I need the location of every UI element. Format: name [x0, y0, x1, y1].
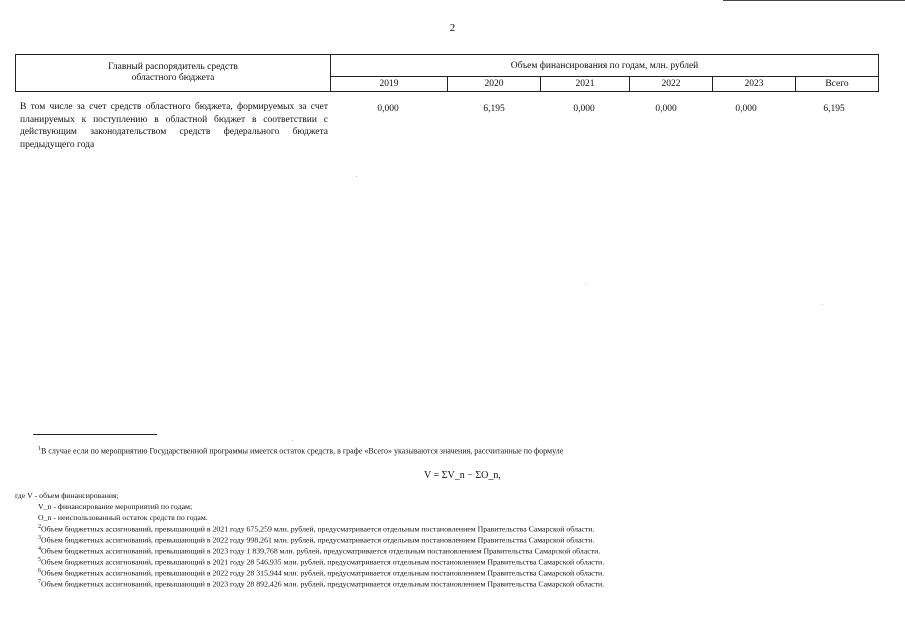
year-header: 2020 — [448, 77, 541, 92]
footnote-number: 7 — [38, 579, 41, 585]
vn-line: V_n - финансирование мероприятий по годам; — [38, 502, 193, 511]
year-header: 2019 — [331, 77, 448, 92]
scan-speck — [585, 284, 586, 285]
footnote-1 — [38, 446, 563, 456]
header-distributor-line1: Главный распорядитель средств — [108, 62, 238, 72]
cell-2020: 6,195 — [483, 104, 505, 114]
footnote-item — [38, 579, 604, 589]
page-number: 2 — [449, 22, 456, 34]
footnote-text: Объем бюджетных ассигнований, превышающий в 2023 году 1 839,768 млн. рублей, предусматривается отдельным постановлением Правительства Самарской области. — [41, 546, 601, 556]
footnote-item — [38, 535, 594, 545]
footnote-text: Объем бюджетных ассигнований, превышающий в 2021 году 28 546,935 млн. рублей, предусматривается отдельным постановлением Правительства Самарской области. — [41, 557, 605, 567]
scan-speck — [822, 304, 823, 305]
cell-2019: 0,000 — [377, 104, 399, 114]
footnote-text: Объем бюджетных ассигнований, превышающий в 2022 году 28 315,944 млн. рублей, предусматривается отдельным постановлением Правительства Самарской области. — [41, 568, 605, 578]
year-header: 2023 — [713, 77, 796, 92]
cell-2022: 0,000 — [655, 104, 677, 114]
footnote-item — [38, 568, 604, 578]
cell-2021: 0,000 — [573, 104, 595, 114]
footnote-text: В случае если по мероприятию Государственной программы имеется остаток средств, в графе «Всего» указываются значения, рассчитанные по формуле — [41, 446, 564, 456]
on-line: O_n - неиспользованный остаток средств по годам. — [38, 513, 208, 522]
footnote-number: 2 — [38, 524, 41, 530]
footnote-item — [38, 557, 604, 567]
year-header: 2021 — [541, 77, 630, 92]
row-description: В том числе за счет средств областного бюджета, формируемых за счет планируемых к поступлению в областной бюджет в соответствии с действующим законодательством средств федерального бюджета предыдущего года — [20, 102, 328, 150]
footnote-text: Объем бюджетных ассигнований, превышающий в 2023 году 28 892,426 млн. рублей, предусматривается отдельным постановлением Правительства Самарской области. — [41, 579, 605, 589]
footnote-text: Объем бюджетных ассигнований, превышающий в 2022 году 998,261 млн. рублей, предусматривается отдельным постановлением Правительства Самарской области. — [41, 535, 595, 545]
footnote-text: Объем бюджетных ассигнований, превышающий в 2021 году 675,259 млн. рублей, предусматривается отдельным постановлением Правительства Самарской области. — [41, 524, 595, 534]
cell-2023: 0,000 — [735, 104, 757, 114]
top-rule — [723, 0, 905, 1]
scan-speck — [292, 440, 293, 441]
footnote-number: 1 — [38, 446, 41, 452]
footnote-item — [38, 524, 594, 534]
year-header: 2022 — [630, 77, 713, 92]
total-header: Всего — [796, 77, 879, 92]
header-financing: Объем финансирования по годам, млн. рублей — [331, 55, 879, 77]
footnote-number: 5 — [38, 557, 41, 563]
footnote-rule — [33, 434, 157, 435]
header-distributor-line2: областного бюджета — [131, 73, 215, 83]
footnote-number: 3 — [38, 535, 41, 541]
footnote-number: 4 — [38, 546, 41, 552]
footnote-item — [38, 546, 600, 556]
where-line: где V - объем финансирования; — [15, 491, 119, 500]
header-distributor — [16, 55, 331, 92]
footnote-number: 6 — [38, 568, 41, 574]
formula: V = ΣV_n − ΣO_n, — [424, 470, 501, 481]
cell-total: 6,195 — [823, 104, 845, 114]
financing-table — [15, 54, 879, 92]
scan-speck — [356, 176, 357, 177]
